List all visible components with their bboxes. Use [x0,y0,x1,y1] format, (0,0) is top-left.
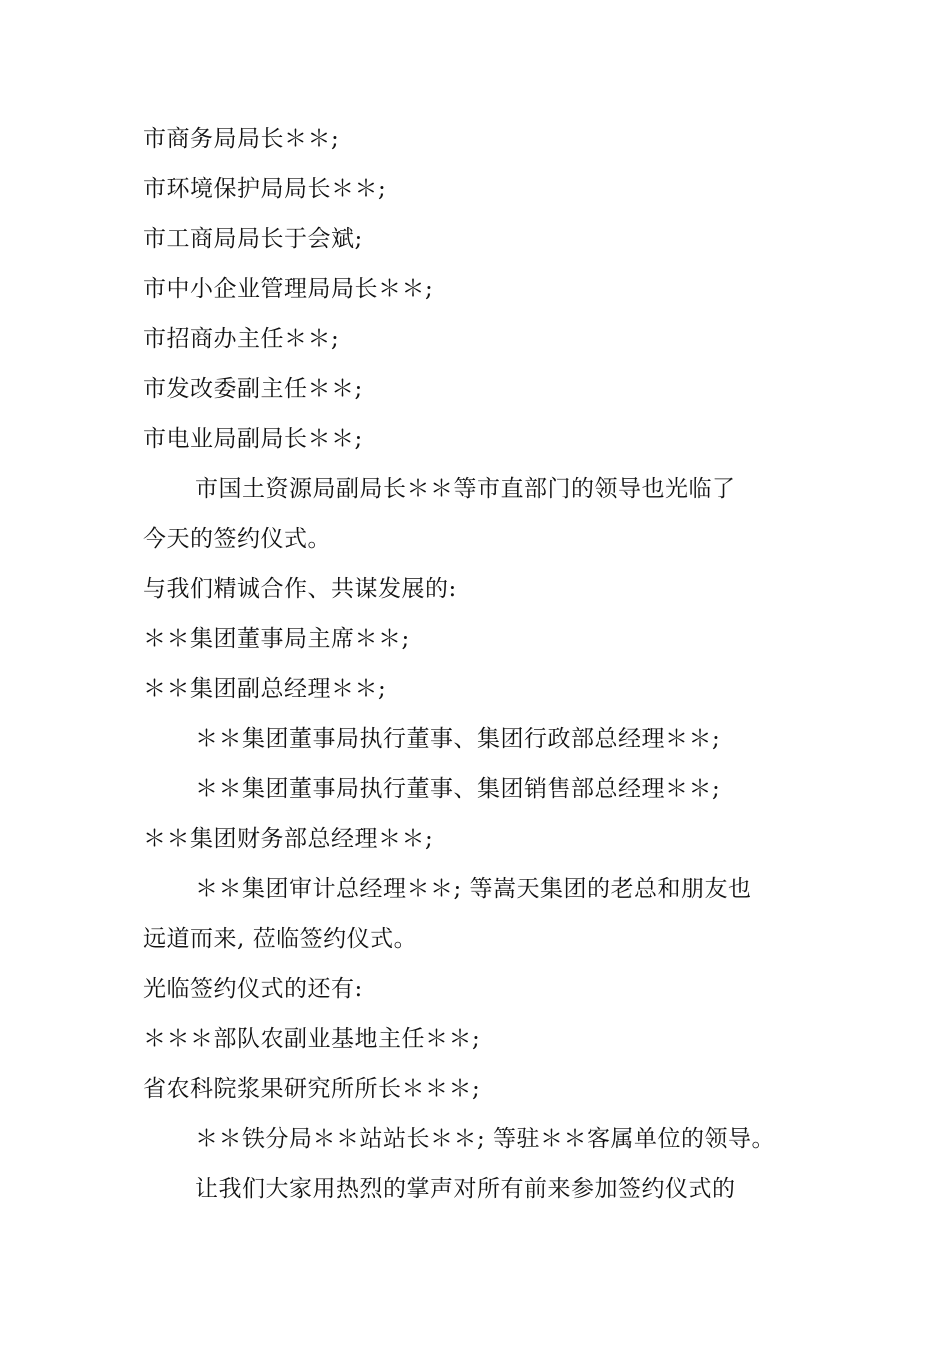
text-line: ＊＊集团审计总经理＊＊; 等嵩天集团的老总和朋友也 [195,876,752,902]
text-line: 与我们精诚合作、共谋发展的: [143,576,457,602]
text-line: ＊＊铁分局＊＊站站长＊＊; 等驻＊＊客属单位的领导。 [195,1126,776,1152]
text-line: ＊＊集团财务部总经理＊＊; [143,826,434,852]
text-line: 省农科院浆果研究所所长＊＊＊; [143,1076,481,1102]
text-line: 市招商办主任＊＊; [143,326,340,352]
text-line: 光临签约仪式的还有: [143,976,363,1002]
text-line: 市中小企业管理局局长＊＊; [143,276,434,302]
text-line: ＊＊集团董事局执行董事、集团销售部总经理＊＊; [195,776,721,802]
text-line: ＊＊集团副总经理＊＊; [143,676,387,702]
text-line: 让我们大家用热烈的掌声对所有前来参加签约仪式的 [195,1176,736,1202]
text-line: 今天的签约仪式。 [143,526,331,552]
text-line: 市电业局副局长＊＊; [143,426,363,452]
text-line: ＊＊集团董事局执行董事、集团行政部总经理＊＊; [195,726,721,752]
text-line: 市环境保护局局长＊＊; [143,176,387,202]
text-line: ＊＊集团董事局主席＊＊; [143,626,410,652]
text-line: 市发改委副主任＊＊; [143,376,363,402]
text-line: 市商务局局长＊＊; [143,126,340,152]
text-line: 市国土资源局副局长＊＊等市直部门的领导也光临了 [195,476,736,502]
text-line: ＊＊＊部队农副业基地主任＊＊; [143,1026,481,1052]
text-line: 远道而来, 莅临签约仪式。 [143,926,418,952]
text-line: 市工商局局长于会斌; [143,226,363,252]
